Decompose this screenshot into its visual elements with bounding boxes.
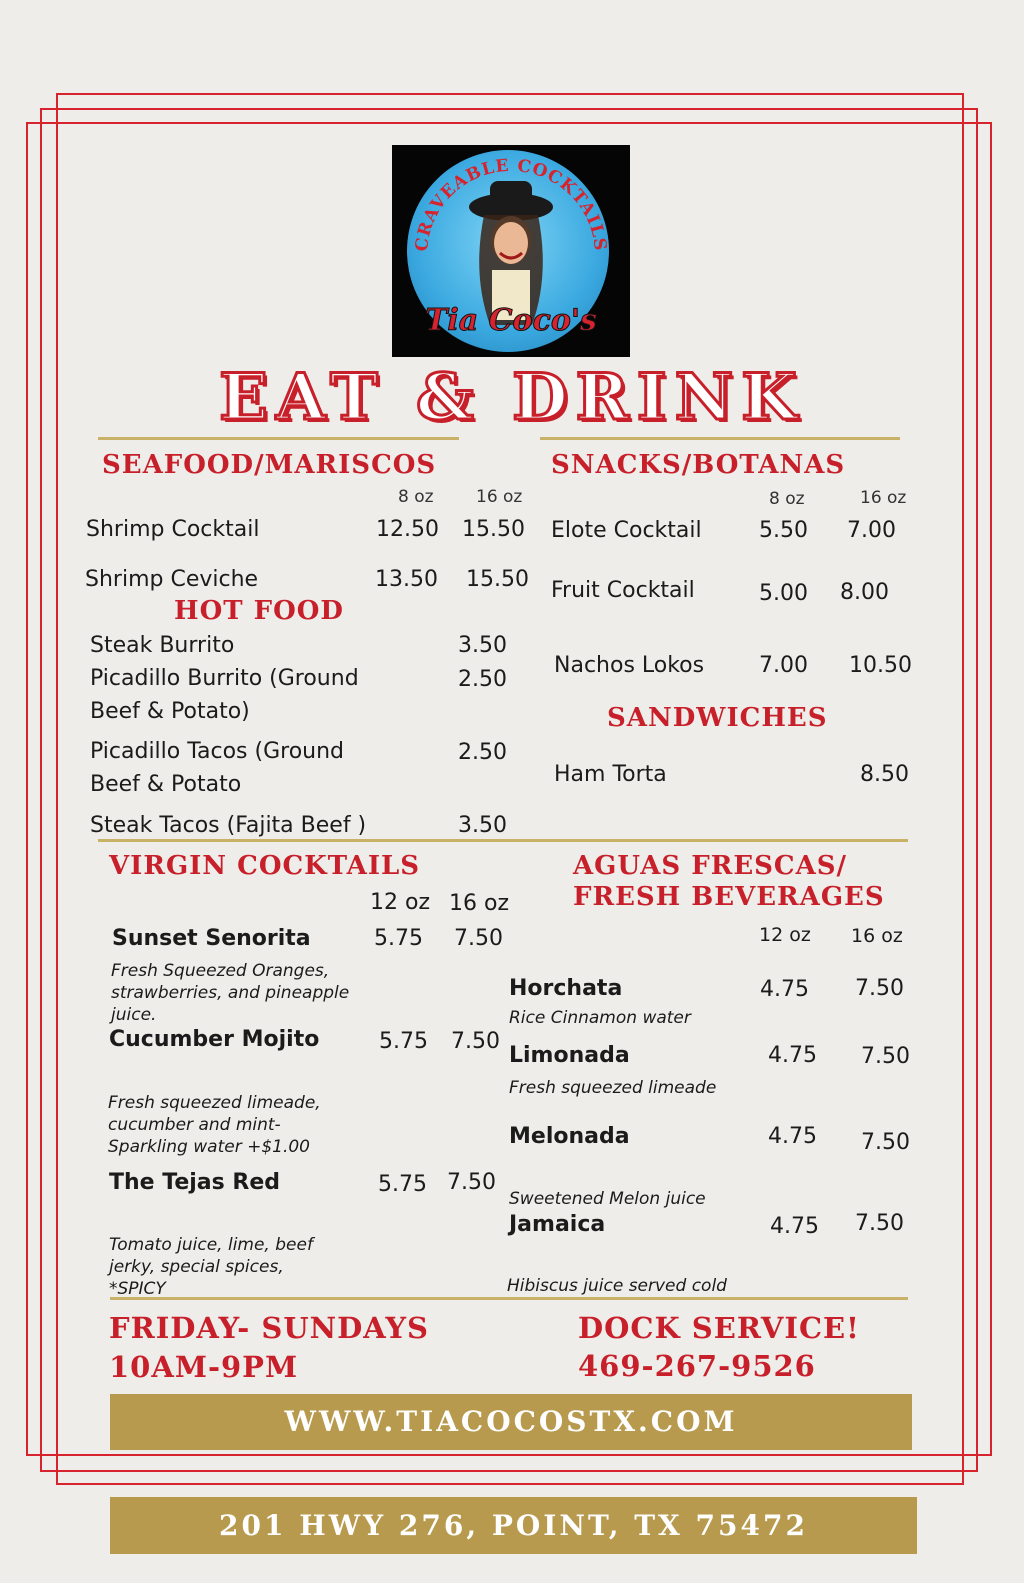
hotfood-item-line1: Picadillo Burrito (Ground <box>90 666 359 691</box>
aguas-item-name: Jamaica <box>509 1212 606 1237</box>
address-text: 201 HWY 276, POINT, TX 75472 <box>219 1509 808 1542</box>
virgin-item-name: The Tejas Red <box>109 1170 281 1195</box>
aguas-item-price-a: 4.75 <box>768 1124 817 1149</box>
sandwich-item-name: Ham Torta <box>554 762 667 787</box>
snacks-item-price-b: 10.50 <box>849 653 912 678</box>
website-link[interactable]: WWW.TIACOCOSTX.COM <box>284 1405 738 1438</box>
aguas-item-desc: Sweetened Melon juice <box>509 1189 706 1209</box>
aguas-item-price-b: 7.50 <box>861 1044 910 1069</box>
snacks-item-price-a: 5.00 <box>759 581 808 606</box>
virgin-item-desc: Fresh Squeezed Oranges, strawberries, and pineapple juice. <box>111 961 350 1025</box>
seafood-heading: SEAFOOD/MARISCOS <box>102 450 437 480</box>
virgin-item-price-b: 7.50 <box>451 1029 500 1054</box>
hotfood-item-line1: Picadillo Tacos (Ground <box>90 739 345 764</box>
virgin-size-b: 16 oz <box>449 891 509 916</box>
aguas-item-price-a: 4.75 <box>770 1214 819 1239</box>
virgin-item-price-a: 5.75 <box>379 1029 428 1054</box>
snacks-item-name: Fruit Cocktail <box>551 578 695 603</box>
logo-brand-text: Tia Coco's <box>425 303 597 338</box>
hotfood-item-line2: Beef & Potato <box>90 772 242 797</box>
divider-left <box>98 437 459 440</box>
aguas-item-price-a: 4.75 <box>768 1043 817 1068</box>
aguas-item-name: Melonada <box>509 1124 630 1149</box>
seafood-size-a: 8 oz <box>398 487 434 507</box>
page-title: EAT & DRINK <box>219 360 805 435</box>
seafood-item-price-a: 12.50 <box>376 517 439 542</box>
aguas-size-a: 12 oz <box>759 924 811 946</box>
virgin-item-price-a: 5.75 <box>378 1172 427 1197</box>
seafood-item-name: Shrimp Cocktail <box>86 517 260 542</box>
hours-time: 10AM-9PM <box>109 1350 299 1384</box>
aguas-size-b: 16 oz <box>851 925 903 947</box>
virgin-item-name: Cucumber Mojito <box>109 1027 320 1052</box>
hotfood-item-line1: Steak Tacos (Fajita Beef ) <box>90 813 367 838</box>
virgin-item-desc: Fresh squeezed limeade, cucumber and mint- Sparkling water +$1.00 <box>108 1093 321 1157</box>
snacks-item-price-b: 7.00 <box>847 518 896 543</box>
address-banner <box>110 1497 917 1554</box>
sandwich-item-price: 8.50 <box>860 762 909 787</box>
dock-phone[interactable]: 469-267-9526 <box>578 1349 816 1383</box>
seafood-item-price-b: 15.50 <box>466 567 529 592</box>
aguas-item-desc: Hibiscus juice served cold <box>507 1276 727 1296</box>
virgin-item-name: Sunset Senorita <box>112 926 311 951</box>
aguas-item-desc: Rice Cinnamon water <box>509 1008 691 1028</box>
brand-logo <box>392 145 630 357</box>
snacks-item-price-a: 7.00 <box>759 653 808 678</box>
seafood-item-price-a: 13.50 <box>375 567 438 592</box>
virgin-item-price-a: 5.75 <box>374 926 423 951</box>
divider-right <box>540 437 900 440</box>
hotfood-item-price: 2.50 <box>458 667 507 692</box>
virgin-item-price-b: 7.50 <box>447 1170 496 1195</box>
hours-days: FRIDAY- SUNDAYS <box>109 1311 429 1345</box>
virgin-item-price-b: 7.50 <box>454 926 503 951</box>
virgin-item-desc: Tomato juice, lime, beef jerky, special spices, *SPICY <box>109 1235 313 1299</box>
aguas-item-price-b: 7.50 <box>855 1211 904 1236</box>
hotfood-item-line2: Beef & Potato) <box>90 699 250 724</box>
hotfood-item-price: 3.50 <box>458 813 507 838</box>
aguas-item-price-b: 7.50 <box>861 1130 910 1155</box>
snacks-size-a: 8 oz <box>769 489 805 509</box>
aguas-item-price-a: 4.75 <box>760 977 809 1002</box>
divider-middle <box>98 839 908 842</box>
sandwiches-heading: SANDWICHES <box>607 703 828 733</box>
logo-art <box>392 145 630 357</box>
snacks-item-name: Elote Cocktail <box>551 518 702 543</box>
aguas-heading-line2: FRESH BEVERAGES <box>573 882 885 912</box>
snacks-size-b: 16 oz <box>860 488 907 508</box>
hotfood-item-price: 2.50 <box>458 740 507 765</box>
virgin-size-a: 12 oz <box>370 890 430 915</box>
aguas-item-price-b: 7.50 <box>855 976 904 1001</box>
seafood-size-b: 16 oz <box>476 487 523 507</box>
hotfood-heading: HOT FOOD <box>174 596 344 626</box>
snacks-item-price-a: 5.50 <box>759 518 808 543</box>
hotfood-item-price: 3.50 <box>458 633 507 658</box>
seafood-item-name: Shrimp Ceviche <box>85 567 259 592</box>
aguas-heading-line1: AGUAS FRESCAS/ <box>573 851 848 881</box>
website-banner <box>110 1394 912 1450</box>
virgin-heading: VIRGIN COCKTAILS <box>109 851 421 881</box>
snacks-item-price-b: 8.00 <box>840 580 889 605</box>
aguas-item-name: Limonada <box>509 1043 630 1068</box>
snacks-item-name: Nachos Lokos <box>554 653 705 678</box>
logo-arc-text: CRAVEABLE COCKTAILS <box>411 155 611 253</box>
aguas-item-name: Horchata <box>509 976 623 1001</box>
snacks-heading: SNACKS/BOTANAS <box>551 450 846 480</box>
hotfood-item-line1: Steak Burrito <box>90 633 235 658</box>
dock-service-label: DOCK SERVICE! <box>578 1311 860 1345</box>
aguas-item-desc: Fresh squeezed limeade <box>509 1078 717 1098</box>
seafood-item-price-b: 15.50 <box>462 517 525 542</box>
